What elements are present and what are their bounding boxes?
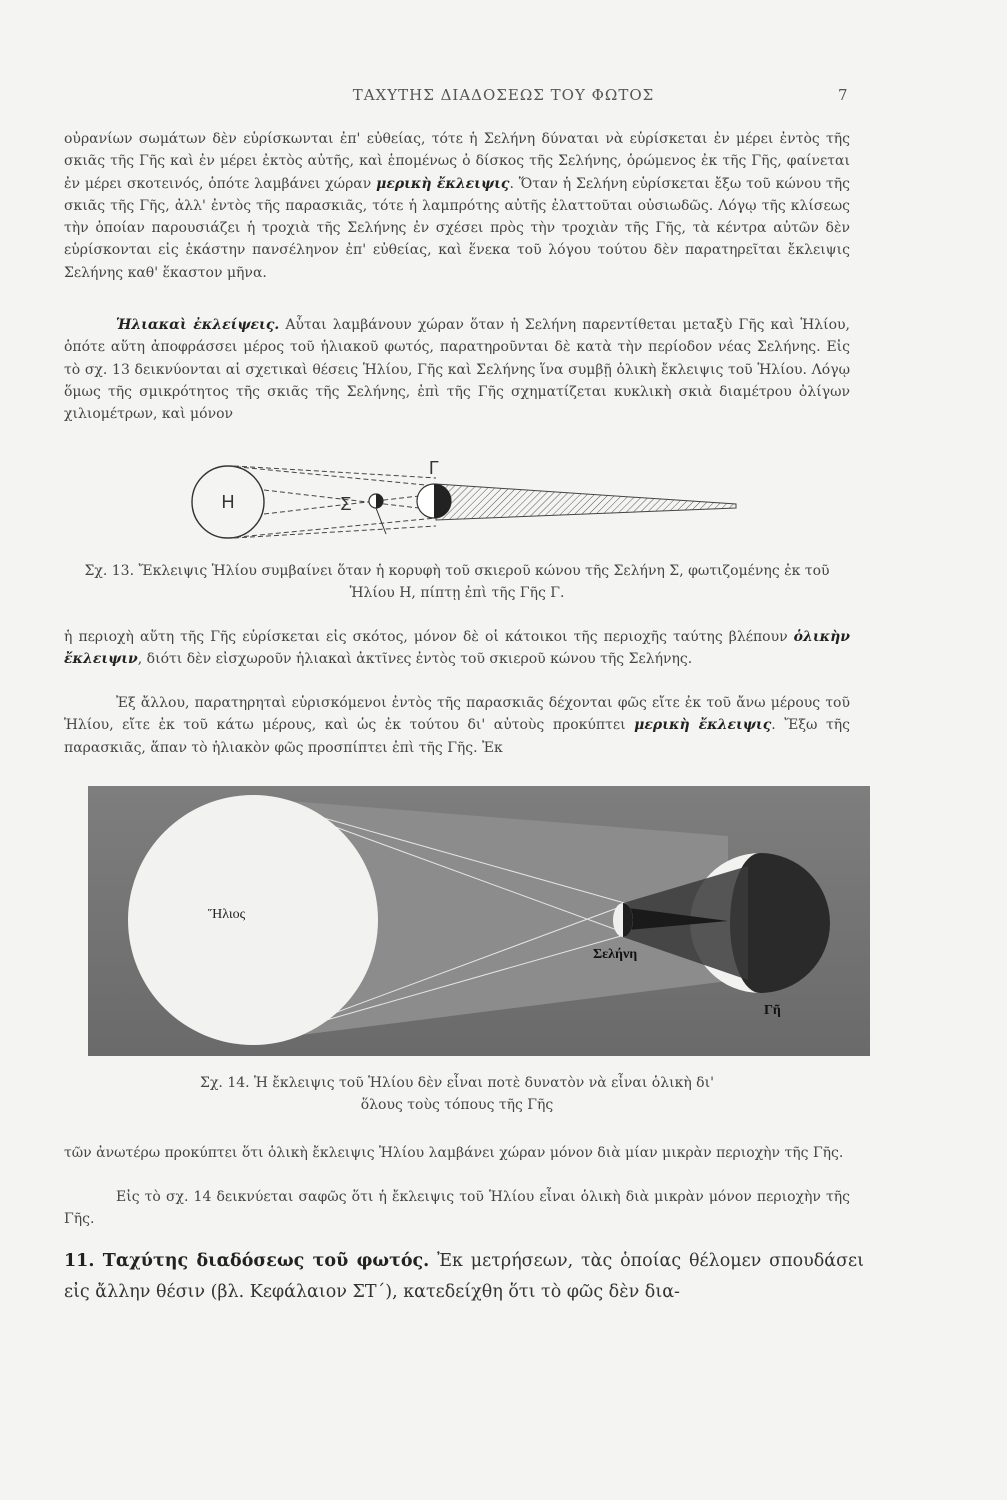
label-earth: Γῆ — [764, 1003, 781, 1018]
running-header: ΤΑΧΥΤΗΣ ΔΙΑΔΟΣΕΩΣ ΤΟΥ ΦΩΤΟΣ — [352, 86, 655, 104]
paragraph-penumbra: Ἐξ ἄλλου, παρατηρηταὶ εὑρισκόμενοι ἐντὸς τῆς παρασκιᾶς δέχονται φῶς εἴτε ἐκ τοῦ ἄνω μέρους τοῦ Ἡλίου, εἴτε ἐκ τοῦ κάτω μέρους, καὶ ὡς ἐκ τούτου δι' αὐτοὺς προκύπτει μερικὴ ἔκλειψις. Ἔξω τῆς παρασκιᾶς, ἅπαν τὸ ἡλιακὸν φῶς προσπίπτει ἐπὶ τῆς Γῆς. Ἐκ — [64, 695, 850, 756]
paragraph-solar-eclipses: Ἡλιακαὶ ἐκλείψεις. Αὗται λαμβάνουν χώραν ὅταν ἡ Σελήνη παρεντίθεται μεταξὺ Γῆς καὶ Ἡλίου, ὁπότε αὕτη ἀποφράσσει μέρος τοῦ ἡλιακοῦ φωτός, παρατηροῦνται δὲ κατὰ τὴν περίοδον νέας Σελήνης. Εἰς τὸ σχ. 13 δεικνύονται αἱ σχετικαὶ θέσεις Ἡλίου, Γῆς καὶ Σελήνης ἵνα συμβῇ ὁλικὴ ἔκλειψις τοῦ Ἡλίου. Λόγῳ ὅμως τῆς σμικρότητος τῆς σκιᾶς τῆς Σελήνης, ἐπὶ τῆς Γῆς σχηματίζεται κυκλικὴ σκιὰ διαμέτρου ὀλίγων χιλιομέτρων, καὶ μόνον — [64, 317, 850, 423]
moon-dark-half — [376, 494, 383, 508]
subheading-solar-eclipses: Ἡλιακαὶ ἐκλείψεις. — [116, 317, 280, 333]
earth-shadow-cone — [436, 484, 736, 520]
section-11: 11. Ταχύτης διαδόσεως τοῦ φωτός. Ἐκ μετρήσεων, τὰς ὁποίας θέλομεν σπουδάσει εἰς ἄλλην θέσιν (βλ. Κεφάλαιον ΣΤ΄), κατεδείχθη ὅτι τὸ φῶς δὲν δια- — [64, 1251, 864, 1302]
paragraph-fig14-note: Εἰς τὸ σχ. 14 δεικνύεται σαφῶς ὅτι ἡ ἔκλειψις τοῦ Ἡλίου εἶναι ὁλικὴ διὰ μικρὰν μόνον περιοχὴν τῆς Γῆς. — [64, 1189, 850, 1228]
paragraph-total-eclipse: ἡ περιοχὴ αὕτη τῆς Γῆς εὑρίσκεται εἰς σκότος, μόνον δὲ οἱ κάτοικοι τῆς περιοχῆς ταύτης βλέπουν ὁλικὴν ἔκλειψιν, διότι δὲν εἰσχωροῦν ἡλιακαὶ ἀκτῖνες ἐντὸς τοῦ σκιεροῦ κώνου τῆς Σελήνης. — [64, 629, 850, 668]
figure-13-diagram — [186, 450, 746, 546]
label-moon-S: Σ — [340, 494, 352, 514]
label-moon: Σελήνη — [593, 947, 638, 962]
section-heading: 11. Ταχύτης διαδόσεως τοῦ φωτός. — [64, 1251, 430, 1271]
label-sun-H: Η — [221, 492, 235, 512]
figure-14-caption: Σχ. 14. Ἡ ἔκλειψις τοῦ Ἡλίου δὲν εἶναι ποτὲ δυνατὸν νὰ εἶναι ὁλικὴ δι' ὅλους τοὺς τόπους τῆς Γῆς — [200, 1075, 714, 1113]
figure-14-illustration — [88, 786, 870, 1056]
emphasis-partial-eclipse-2: μερικὴ ἔκλειψις — [634, 717, 772, 734]
sun-disc — [128, 795, 378, 1045]
paragraph-conclusion: τῶν ἀνωτέρω προκύπτει ὅτι ὁλικὴ ἔκλειψις Ἡλίου λαμβάνει χώραν μόνον διὰ μίαν μικρὰν περιοχὴν τῆς Γῆς. — [64, 1145, 844, 1161]
figure-13-caption: Σχ. 13. Ἔκλειψις Ἡλίου συμβαίνει ὅταν ἡ κορυφὴ τοῦ σκιεροῦ κώνου τῆς Σελήνη Σ, φωτιζομένης ἐκ τοῦ Ἡλίου Η, πίπτῃ ἐπὶ τῆς Γῆς Γ. — [84, 563, 830, 601]
emphasis-total-eclipse: ὁλικὴν ἔκλειψιν — [64, 629, 850, 668]
pointer-line — [376, 508, 386, 534]
paragraph-lunar-eclipse: οὐρανίων σωμάτων δὲν εὑρίσκωνται ἐπ' εὐθείας, τότε ἡ Σελήνη δύναται νὰ εὑρίσκεται ἐν μέρει ἐντὸς τῆς σκιᾶς τῆς Γῆς καὶ ἐν μέρει ἐκτὸς αὐτῆς, καὶ ἑπομένως ὁ δίσκος τῆς Σελήνης, ὁρώμενος ἐκ τῆς Γῆς, φαίνεται ἐν μέρει σκοτεινός, ὁπότε λαμβάνει χώραν μερικὴ ἔκλειψις. Ὅταν ἡ Σελήνη εὑρίσκεται ἔξω τοῦ κώνου τῆς σκιᾶς τῆς Γῆς, ἀλλ' ἐντὸς τῆς παρασκιᾶς, τότε ἡ λαμπρότης αὐτῆς ἐλαττοῦται οὐσιωδῶς. Λόγῳ τῆς κλίσεως τὴν ὁποίαν παρουσιάζει ἡ τροχιὰ τῆς Σελήνης ἐν σχέσει πρὸς τὴν τροχιὰν τῆς Γῆς, τὰ κέντρα αὐτῶν δὲν εὑρίσκονται εἰς ἑκάστην πανσέληνον ἐπ' εὐθείας, καὶ ἕνεκα τοῦ λόγου τούτου δὲν παρατηρεῖται ἔκλειψις Σελήνης καθ' ἕκαστον μῆνα. — [64, 131, 850, 281]
label-earth-G: Γ — [429, 458, 439, 478]
page-number: 7 — [838, 86, 848, 104]
label-sun: Ἥλιος — [208, 907, 246, 922]
emphasis-partial-eclipse: μερικὴ ἔκλειψις — [376, 175, 510, 192]
